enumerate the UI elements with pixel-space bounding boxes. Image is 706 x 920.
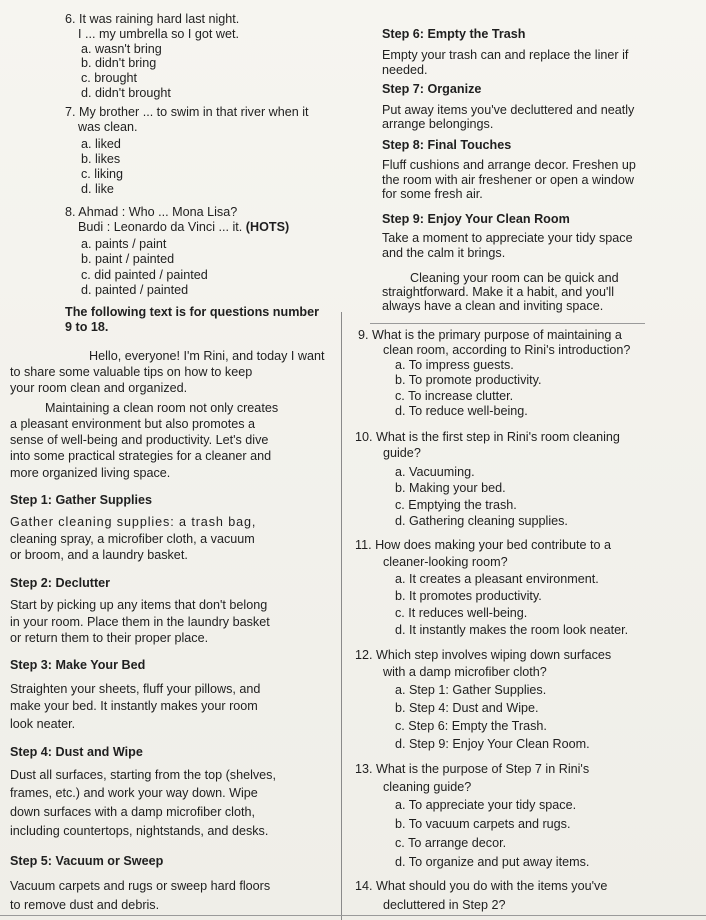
hots-label: (HOTS) [245, 220, 290, 234]
step3-line3: look neater. [10, 717, 76, 731]
step7-title: Step 7: Organize [382, 82, 482, 96]
step9-line2: and the calm it brings. [382, 246, 506, 260]
q7-option-c: c. liking [81, 167, 123, 181]
q11-option-b: b. It promotes productivity. [395, 589, 542, 603]
q9-option-b: b. To promote productivity. [395, 373, 542, 387]
q9-option-d: d. To reduce well-being. [395, 404, 528, 418]
intro-p2-line4: into some practical strategies for a cleaner and [10, 449, 272, 463]
q6-option-d: d. didn't brought [81, 86, 171, 100]
q14-stem-line1: 14. What should you do with the items you've [355, 879, 608, 893]
q9-option-a: a. To impress guests. [395, 358, 514, 372]
q7-option-b: b. likes [81, 152, 121, 166]
q6-stem-line1: 6. It was raining hard last night. [65, 12, 240, 26]
q13-option-a: a. To appreciate your tidy space. [395, 798, 577, 812]
text-end-rule [370, 323, 645, 324]
intro-p1-line2: to share some valuable tips on how to keep [10, 365, 253, 379]
q6-option-a: a. wasn't bring [81, 42, 162, 56]
q12-option-b: b. Step 4: Dust and Wipe. [395, 701, 539, 715]
step9-line1: Take a moment to appreciate your tidy space [382, 231, 633, 245]
closing-line1: Cleaning your room can be quick and [410, 271, 619, 285]
step7-line2: arrange belongings. [382, 117, 494, 131]
q8-option-c: c. did painted / painted [81, 268, 208, 282]
step2-title: Step 2: Declutter [10, 576, 111, 590]
step1-title: Step 1: Gather Supplies [10, 493, 153, 507]
q8-stem-text: Budi : Leonardo da Vinci ... it. [78, 220, 246, 234]
q9-stem-line1: 9. What is the primary purpose of maintaining a [358, 328, 622, 342]
q13-option-c: c. To arrange decor. [395, 836, 507, 850]
q7-stem-line2: was clean. [78, 120, 138, 134]
q10-option-b: b. Making your bed. [395, 481, 506, 495]
step3-title: Step 3: Make Your Bed [10, 658, 146, 672]
q13-stem-line2: cleaning guide? [383, 780, 472, 794]
q12-option-c: c. Step 6: Empty the Trash. [395, 719, 547, 733]
q6-option-b: b. didn't bring [81, 56, 157, 70]
reading-heading-line2: 9 to 18. [65, 320, 109, 334]
closing-line3: always have a clean and inviting space. [382, 299, 604, 313]
step4-line3: down surfaces with a damp microfiber cloth, [10, 805, 255, 819]
q13-option-d: d. To organize and put away items. [395, 855, 590, 869]
step4-line1: Dust all surfaces, starting from the top (shelves, [10, 768, 276, 782]
q6-option-c: c. brought [81, 71, 138, 85]
intro-p2-line5: more organized living space. [10, 466, 171, 480]
step3-line1: Straighten your sheets, fluff your pillows, and [10, 682, 261, 696]
q11-option-a: a. It creates a pleasant environment. [395, 572, 599, 586]
closing-line2: straightforward. Make it a habit, and you'll [382, 285, 615, 299]
step3-line2: make your bed. It instantly makes your room [10, 699, 258, 713]
q14-stem-line2: decluttered in Step 2? [383, 898, 506, 912]
q10-option-d: d. Gathering cleaning supplies. [395, 514, 568, 528]
step8-line1: Fluff cushions and arrange decor. Freshen up [382, 158, 636, 172]
q7-stem-line1: 7. My brother ... to swim in that river when it [65, 105, 309, 119]
intro-p1-line3: your room clean and organized. [10, 381, 188, 395]
q9-option-c: c. To increase clutter. [395, 389, 514, 403]
intro-p1-line1: Hello, everyone! I'm Rini, and today I want [89, 349, 325, 363]
q12-stem-line2: with a damp microfiber cloth? [383, 665, 547, 679]
step7-line1: Put away items you've decluttered and neatly [382, 103, 635, 117]
step4-line2: frames, etc.) and work your way down. Wipe [10, 786, 258, 800]
q13-stem-line1: 13. What is the purpose of Step 7 in Rini's [355, 762, 590, 776]
q9-stem-line2: clean room, according to Rini's introduction? [383, 343, 631, 357]
page-bottom-rule [0, 915, 706, 916]
q12-option-d: d. Step 9: Enjoy Your Clean Room. [395, 737, 590, 751]
step9-title: Step 9: Enjoy Your Clean Room [382, 212, 570, 226]
column-divider [341, 312, 342, 920]
q12-stem-line1: 12. Which step involves wiping down surfaces [355, 648, 612, 662]
intro-p2-line3: sense of well-being and productivity. Let's dive [10, 433, 269, 447]
q10-stem-line1: 10. What is the first step in Rini's room cleaning [355, 430, 620, 444]
q11-option-c: c. It reduces well-being. [395, 606, 528, 620]
q10-option-c: c. Emptying the trash. [395, 498, 517, 512]
step5-line2: to remove dust and debris. [10, 898, 160, 912]
step1-line1: Gather cleaning supplies: a trash bag, [10, 515, 257, 529]
q12-option-a: a. Step 1: Gather Supplies. [395, 683, 547, 697]
step8-line2: the room with air freshener or open a window [382, 173, 635, 187]
step5-line1: Vacuum carpets and rugs or sweep hard floors [10, 879, 271, 893]
q11-option-d: d. It instantly makes the room look neater. [395, 623, 629, 637]
step8-line3: for some fresh air. [382, 187, 483, 201]
q11-stem-line1: 11. How does making your bed contribute to a [355, 538, 611, 552]
step6-title: Step 6: Empty the Trash [382, 27, 526, 41]
q11-stem-line2: cleaner-looking room? [383, 555, 508, 569]
q8-stem-line2 [78, 220, 289, 234]
step6-line1: Empty your trash can and replace the liner if [382, 48, 629, 62]
step2-line1: Start by picking up any items that don't belong [10, 598, 268, 612]
step6-line2: needed. [382, 63, 428, 77]
step2-line2: in your room. Place them in the laundry basket [10, 615, 270, 629]
q13-option-b: b. To vacuum carpets and rugs. [395, 817, 571, 831]
q8-stem-line1: 8. Ahmad : Who ... Mona Lisa? [65, 205, 238, 219]
q8-option-d: d. painted / painted [81, 283, 189, 297]
step2-line3: or return them to their proper place. [10, 631, 209, 645]
step4-title: Step 4: Dust and Wipe [10, 745, 143, 759]
q10-stem-line2: guide? [383, 446, 421, 460]
q7-option-a: a. liked [81, 137, 121, 151]
intro-p2-line1: Maintaining a clean room not only creates [45, 401, 279, 415]
step4-line4: including countertops, nightstands, and desks. [10, 824, 269, 838]
q6-stem-line2: I ... my umbrella so I got wet. [78, 27, 239, 41]
step8-title: Step 8: Final Touches [382, 138, 512, 152]
step5-title: Step 5: Vacuum or Sweep [10, 854, 164, 868]
q10-option-a: a. Vacuuming. [395, 465, 475, 479]
reading-heading-line1: The following text is for questions number [65, 305, 319, 319]
step1-line2: cleaning spray, a microfiber cloth, a vacuum [10, 532, 255, 546]
q7-option-d: d. like [81, 182, 114, 196]
q8-option-b: b. paint / painted [81, 252, 175, 266]
intro-p2-line2: a pleasant environment but also promotes a [10, 417, 256, 431]
step1-line3: or broom, and a laundry basket. [10, 548, 188, 562]
q8-option-a: a. paints / paint [81, 237, 167, 251]
